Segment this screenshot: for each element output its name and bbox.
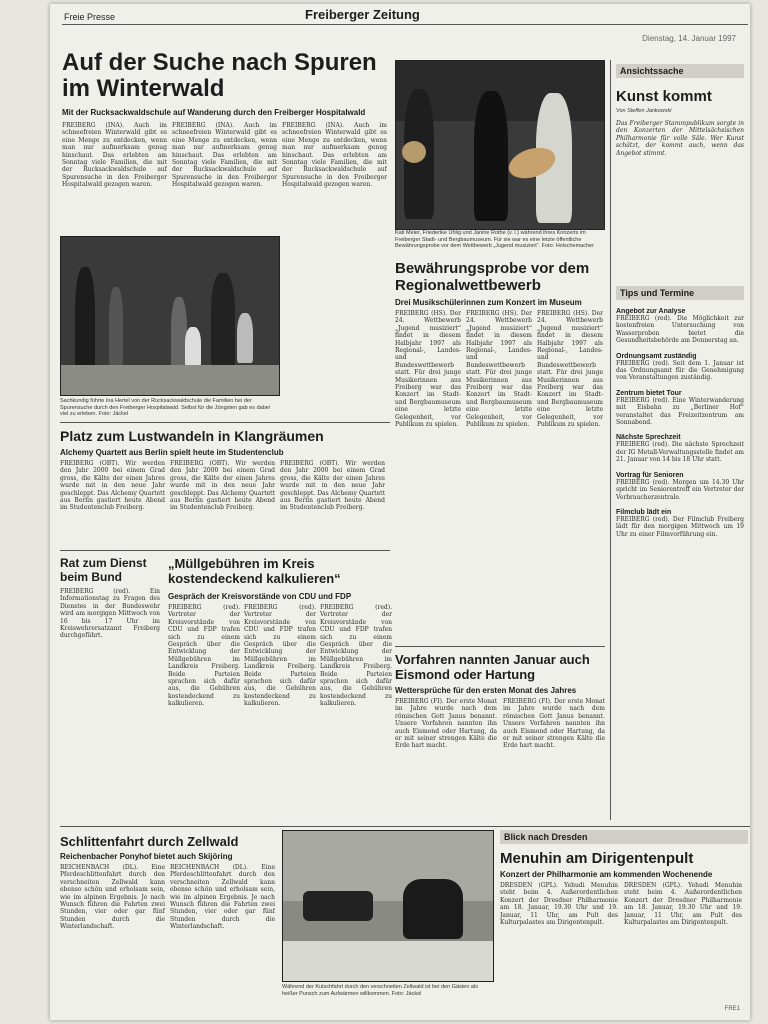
dresden-body-col1: DRESDEN (GPL). Yehudi Menuhin steht beim 4. Außerordentlichen Konzert der Dresdner Philharmonie am 18. Januar, 19.30 Uhr und 19. Januar, 11 Uhr, am Pult des Kulturpalastes am Dirigentenpult. bbox=[500, 882, 618, 927]
tip-item bbox=[616, 434, 744, 463]
dienst-headline: Rat zum Dienst beim Bund bbox=[60, 556, 147, 584]
tip-item bbox=[616, 353, 744, 382]
muell-body-col1: FREIBERG (red). Vertreter der Kreisvorstände von CDU und FDP trafen sich zu einem Gespräch über die Entwicklung der Müllgebühren im Landkreis Freiberg. Beide Parteien sprachen sich dafür aus, die Gebühren kostendeckend zu kalkulieren. bbox=[168, 604, 240, 708]
dresden-headline: Menuhin am Dirigentenpult bbox=[500, 850, 694, 867]
sleigh-caption: Während der Kutschfahrt durch den verschneiten Zellwald ist bei den Gästen als heißer Punsch zum Aufwärmen willkommen. Foto: Jäckel bbox=[282, 984, 478, 997]
music-caption: Kati Meier, Friederike Uhlig und Janine Rothe (v. l.) während ihres Konzerts im Freiberger Stadt- und Bergbaumuseum. Für sie war es eine letzte öffentliche Bewährungsprobe vor dem Wettbewerb „Jugend musiziert“. Foto: Holschemacher bbox=[395, 230, 594, 249]
dienst-body: FREIBERG (red). Ein Informationstag zu Fragen des Dienstes in der Bundeswehr wird am morgigen Mittwoch von 16 bis 17 Uhr im Kreiswehrersatzamt Freiberg durchgeführt. bbox=[60, 588, 160, 640]
issue-date: Dienstag, 14. Januar 1997 bbox=[642, 34, 736, 43]
schlitten-subhead: Reichenbacher Ponyhof bietet auch Skijöring bbox=[60, 852, 233, 861]
sidebar-body: Das Freiberger Stammpublikum sorgte in den Konzerten der Mittelsächsischen Philharmonie für volle Säle. Wer Kunst schätzt, der kommt auch, wenn das Angebot stimmt. bbox=[616, 120, 744, 157]
dresden-subhead: Konzert der Philharmonie am kommenden Wochenende bbox=[500, 870, 713, 879]
lustwandeln-body-col3: FREIBERG (OBT). Wir werden den Jahr 2000 bei einem Grad gross, die Kälte der einen Jahres wurde mit in den neue Jahr geschleppt. Das Alchemy Quartett aus Berlin gastiert heute Abend im Studentenclub Freiberg. bbox=[280, 460, 385, 512]
lead-caption: Sachkundig führte Ina Hertel von der Rucksackwaldschule die Familien bei der Spurensuche durch den Freiberger Hospitalwald. Selbst für die Jüngsten gab es dabei viel zu erleben. Foto: Jäckel bbox=[60, 398, 271, 417]
tip-text: FREIBERG (red). Eine Winterwanderung mit Eisbahn zu „Berliner Hof“ veranstaltet das Freizeitzentrum am Sonnabend. bbox=[616, 396, 744, 427]
tip-text: FREIBERG (red). Morgen um 14.30 Uhr spricht im Seniorentreff ein Vertreter der Verbraucherzentrale. bbox=[616, 478, 744, 501]
vorfahren-headline: Vorfahren nannten Januar auch Eismond oder Hartung bbox=[395, 652, 590, 682]
tip-title: Vortrag für Senioren bbox=[616, 471, 684, 479]
tip-title: Nächste Sprechzeit bbox=[616, 434, 681, 442]
vorfahren-body-col1: FREIBERG (FI). Der erste Monat im Jahre wurde nach dem römischen Gott Janus benannt. Unsere Vorfahren nannten ihn auch Eismond oder Hartung, da er mit seiner strengen Kälte die Erde hart macht. bbox=[395, 698, 497, 750]
tip-text: FREIBERG (red). Seit dem 1. Januar ist das Ordnungsamt für die Genehmigung von Veranstaltungen zuständig. bbox=[616, 359, 744, 382]
music-photo bbox=[395, 60, 605, 230]
lustwandeln-body-col2: FREIBERG (OBT). Wir werden den Jahr 2000 bei einem Grad gross, die Kälte der einen Jahres wurde mit in den neue Jahr geschleppt. Das Alchemy Quartett aus Berlin gastiert heute Abend im Studentenclub Freiberg. bbox=[170, 460, 275, 512]
vorfahren-subhead: Wettersprüche für den ersten Monat des Jahres bbox=[395, 686, 577, 695]
sidebar-headline: Kunst kommt bbox=[616, 88, 712, 105]
dresden-body-col2: DRESDEN (GPL). Yehudi Menuhin steht beim 4. Außerordentlichen Konzert der Dresdner Philharmonie am 18. Januar, 19.30 Uhr und 19. Januar, 11 Uhr, am Pult des Kulturpalastes am Dirigentenpult. bbox=[624, 882, 742, 927]
dresden-kicker: Blick nach Dresden bbox=[500, 830, 748, 844]
tip-title: Filmclub lädt ein bbox=[616, 508, 672, 516]
tip-item bbox=[616, 308, 744, 345]
tip-title: Angebot zur Analyse bbox=[616, 308, 686, 315]
lead-subhead: Mit der Rucksackwaldschule auf Wanderung durch den Freiberger Hospitalwald bbox=[62, 108, 366, 117]
music-subhead: Drei Musikschülerinnen zum Konzert im Museum bbox=[395, 298, 582, 307]
music-body-col1: FREIBERG (HS). Der 24. Wettbewerb „Jugend musiziert“ findet in diesem Halbjahr 1997 als Regional-, Landes- und Bundeswettbewerb statt. Für drei junge Musikerinnen aus Freiberg war das Konzert im Stadt- und Bergbaumuseum eine letzte Gelegenheit, vor Publikum zu spielen. bbox=[395, 310, 461, 429]
muell-body-col2: FREIBERG (red). Vertreter der Kreisvorstände von CDU und FDP trafen sich zu einem Gespräch über die Entwicklung der Müllgebühren im Landkreis Freiberg. Beide Parteien sprachen sich dafür aus, die Gebühren kostendeckend zu kalkulieren. bbox=[244, 604, 316, 708]
sleigh-photo bbox=[282, 830, 494, 982]
tip-text: FREIBERG (red). Der Filmclub Freiberg lädt für den morgigen Mittwoch um 19 Uhr zu einer Filmvorführung ein. bbox=[616, 515, 744, 538]
lead-body-col1: FREIBERG (INA). Auch im schneefreien Winterwald gibt es eine Menge zu entdecken, wenn man nur aufmerksam genug hinschaut. Das erlebten am Sonntag viele Familien, die mit der Rucksackwaldschule auf Spurensuche in den Freiberger Hospitalwald gezogen waren. bbox=[62, 122, 167, 189]
music-body-col3: FREIBERG (HS). Der 24. Wettbewerb „Jugend musiziert“ findet in diesem Halbjahr 1997 als Regional-, Landes- und Bundeswettbewerb statt. Für drei junge Musikerinnen aus Freiberg war das Konzert im Stadt- und Bergbaumuseum eine letzte Gelegenheit, vor Publikum zu spielen. bbox=[537, 310, 603, 429]
schlitten-headline: Schlittenfahrt durch Zellwald bbox=[60, 834, 239, 849]
page-number: FRE1 bbox=[724, 1006, 740, 1012]
lustwandeln-body-col1: FREIBERG (OBT). Wir werden den Jahr 2000 bei einem Grad gross, die Kälte der einen Jahres wurde mit in den neue Jahr geschleppt. Das Alchemy Quartett aus Berlin gastiert heute Abend im Studentenclub Freiberg. bbox=[60, 460, 165, 512]
schlitten-body-col2: REICHENBACH (DL). Eine Pferdeschlittenfahrt durch den verschneiten Zellwald kann ebenso schön und erholsam sein, wie im alpinen Ergebnis. Je nach Wunsch führen die Fahrten zwei Stunden, vier oder gar fünf Stunden durch die Winterlandschaft. bbox=[170, 864, 275, 931]
tip-item bbox=[616, 390, 744, 427]
schlitten-body-col1: REICHENBACH (DL). Eine Pferdeschlittenfahrt durch den verschneiten Zellwald kann ebenso schön und erholsam sein, wie im alpinen Ergebnis. Je nach Wunsch führen die Fahrten zwei Stunden, vier oder gar fünf Stunden durch die Winterlandschaft. bbox=[60, 864, 165, 931]
music-headline: Bewährungsprobe vor dem Regionalwettbewerb bbox=[395, 260, 590, 294]
masthead-rule bbox=[62, 24, 748, 25]
sidebar-kicker: Ansichtssache bbox=[616, 64, 744, 78]
muell-headline: „Müllgebühren im Kreis kostendeckend kalkulieren“ bbox=[168, 556, 341, 586]
paper-name: Freie Presse bbox=[64, 12, 116, 22]
lead-body-col3: FREIBERG (INA). Auch im schneefreien Winterwald gibt es eine Menge zu entdecken, wenn man nur aufmerksam genug hinschaut. Das erlebten am Sonntag viele Familien, die mit der Rucksackwaldschule auf Spurensuche in den Freiberger Hospitalwald gezogen waren. bbox=[282, 122, 387, 189]
lead-photo bbox=[60, 236, 280, 396]
lead-body-col2: FREIBERG (INA). Auch im schneefreien Winterwald gibt es eine Menge zu entdecken, wenn man nur aufmerksam genug hinschaut. Das erlebten am Sonntag viele Familien, die mit der Rucksackwaldschule auf Spurensuche in den Freiberger Hospitalwald gezogen waren. bbox=[172, 122, 277, 189]
music-body-col2: FREIBERG (HS). Der 24. Wettbewerb „Jugend musiziert“ findet in diesem Halbjahr 1997 als Regional-, Landes- und Bundeswettbewerb statt. Für drei junge Musikerinnen aus Freiberg war das Konzert im Stadt- und Bergbaumuseum eine letzte Gelegenheit, vor Publikum zu spielen. bbox=[466, 310, 532, 429]
tips-heading: Tips und Termine bbox=[616, 286, 744, 300]
section-title: Freiberger Zeitung bbox=[305, 7, 420, 22]
tip-title: Zentrum bietet Tour bbox=[616, 389, 682, 397]
newspaper-page bbox=[50, 4, 750, 1020]
vorfahren-body-col2: FREIBERG (FI). Der erste Monat im Jahre wurde nach dem römischen Gott Janus benannt. Unsere Vorfahren nannten ihn auch Eismond oder Hartung, da er mit seiner strengen Kälte die Erde hart macht. bbox=[503, 698, 605, 750]
lead-headline: Auf der Suche nach Spuren im Winterwald bbox=[62, 49, 377, 102]
tip-text: FREIBERG (red). Die nächste Sprechzeit der IG Metall-Verwaltungsstelle findet am 21. Januar von 14 bis 18 Uhr statt. bbox=[616, 441, 744, 464]
tip-item bbox=[616, 509, 744, 538]
tip-item bbox=[616, 472, 744, 501]
lustwandeln-headline: Platz zum Lustwandeln in Klangräumen bbox=[60, 428, 324, 444]
tips-list bbox=[616, 308, 744, 820]
lustwandeln-subhead: Alchemy Quartett aus Berlin spielt heute im Studentenclub bbox=[60, 448, 284, 457]
sidebar-byline: Von Steffen Jankowski bbox=[616, 108, 672, 114]
muell-subhead: Gespräch der Kreisvorstände von CDU und FDP bbox=[168, 592, 352, 601]
tip-title: Ordnungsamt zuständig bbox=[616, 352, 697, 360]
muell-body-col3: FREIBERG (red). Vertreter der Kreisvorstände von CDU und FDP trafen sich zu einem Gespräch über die Entwicklung der Müllgebühren im Landkreis Freiberg. Beide Parteien sprachen sich dafür aus, die Gebühren kostendeckend zu kalkulieren. bbox=[320, 604, 392, 708]
tip-text: FREIBERG (red). Die Möglichkeit zur kostenfreien Untersuchung von Wasserproben bietet die Gesundheitsbehörde am Donnerstag an. bbox=[616, 315, 744, 345]
